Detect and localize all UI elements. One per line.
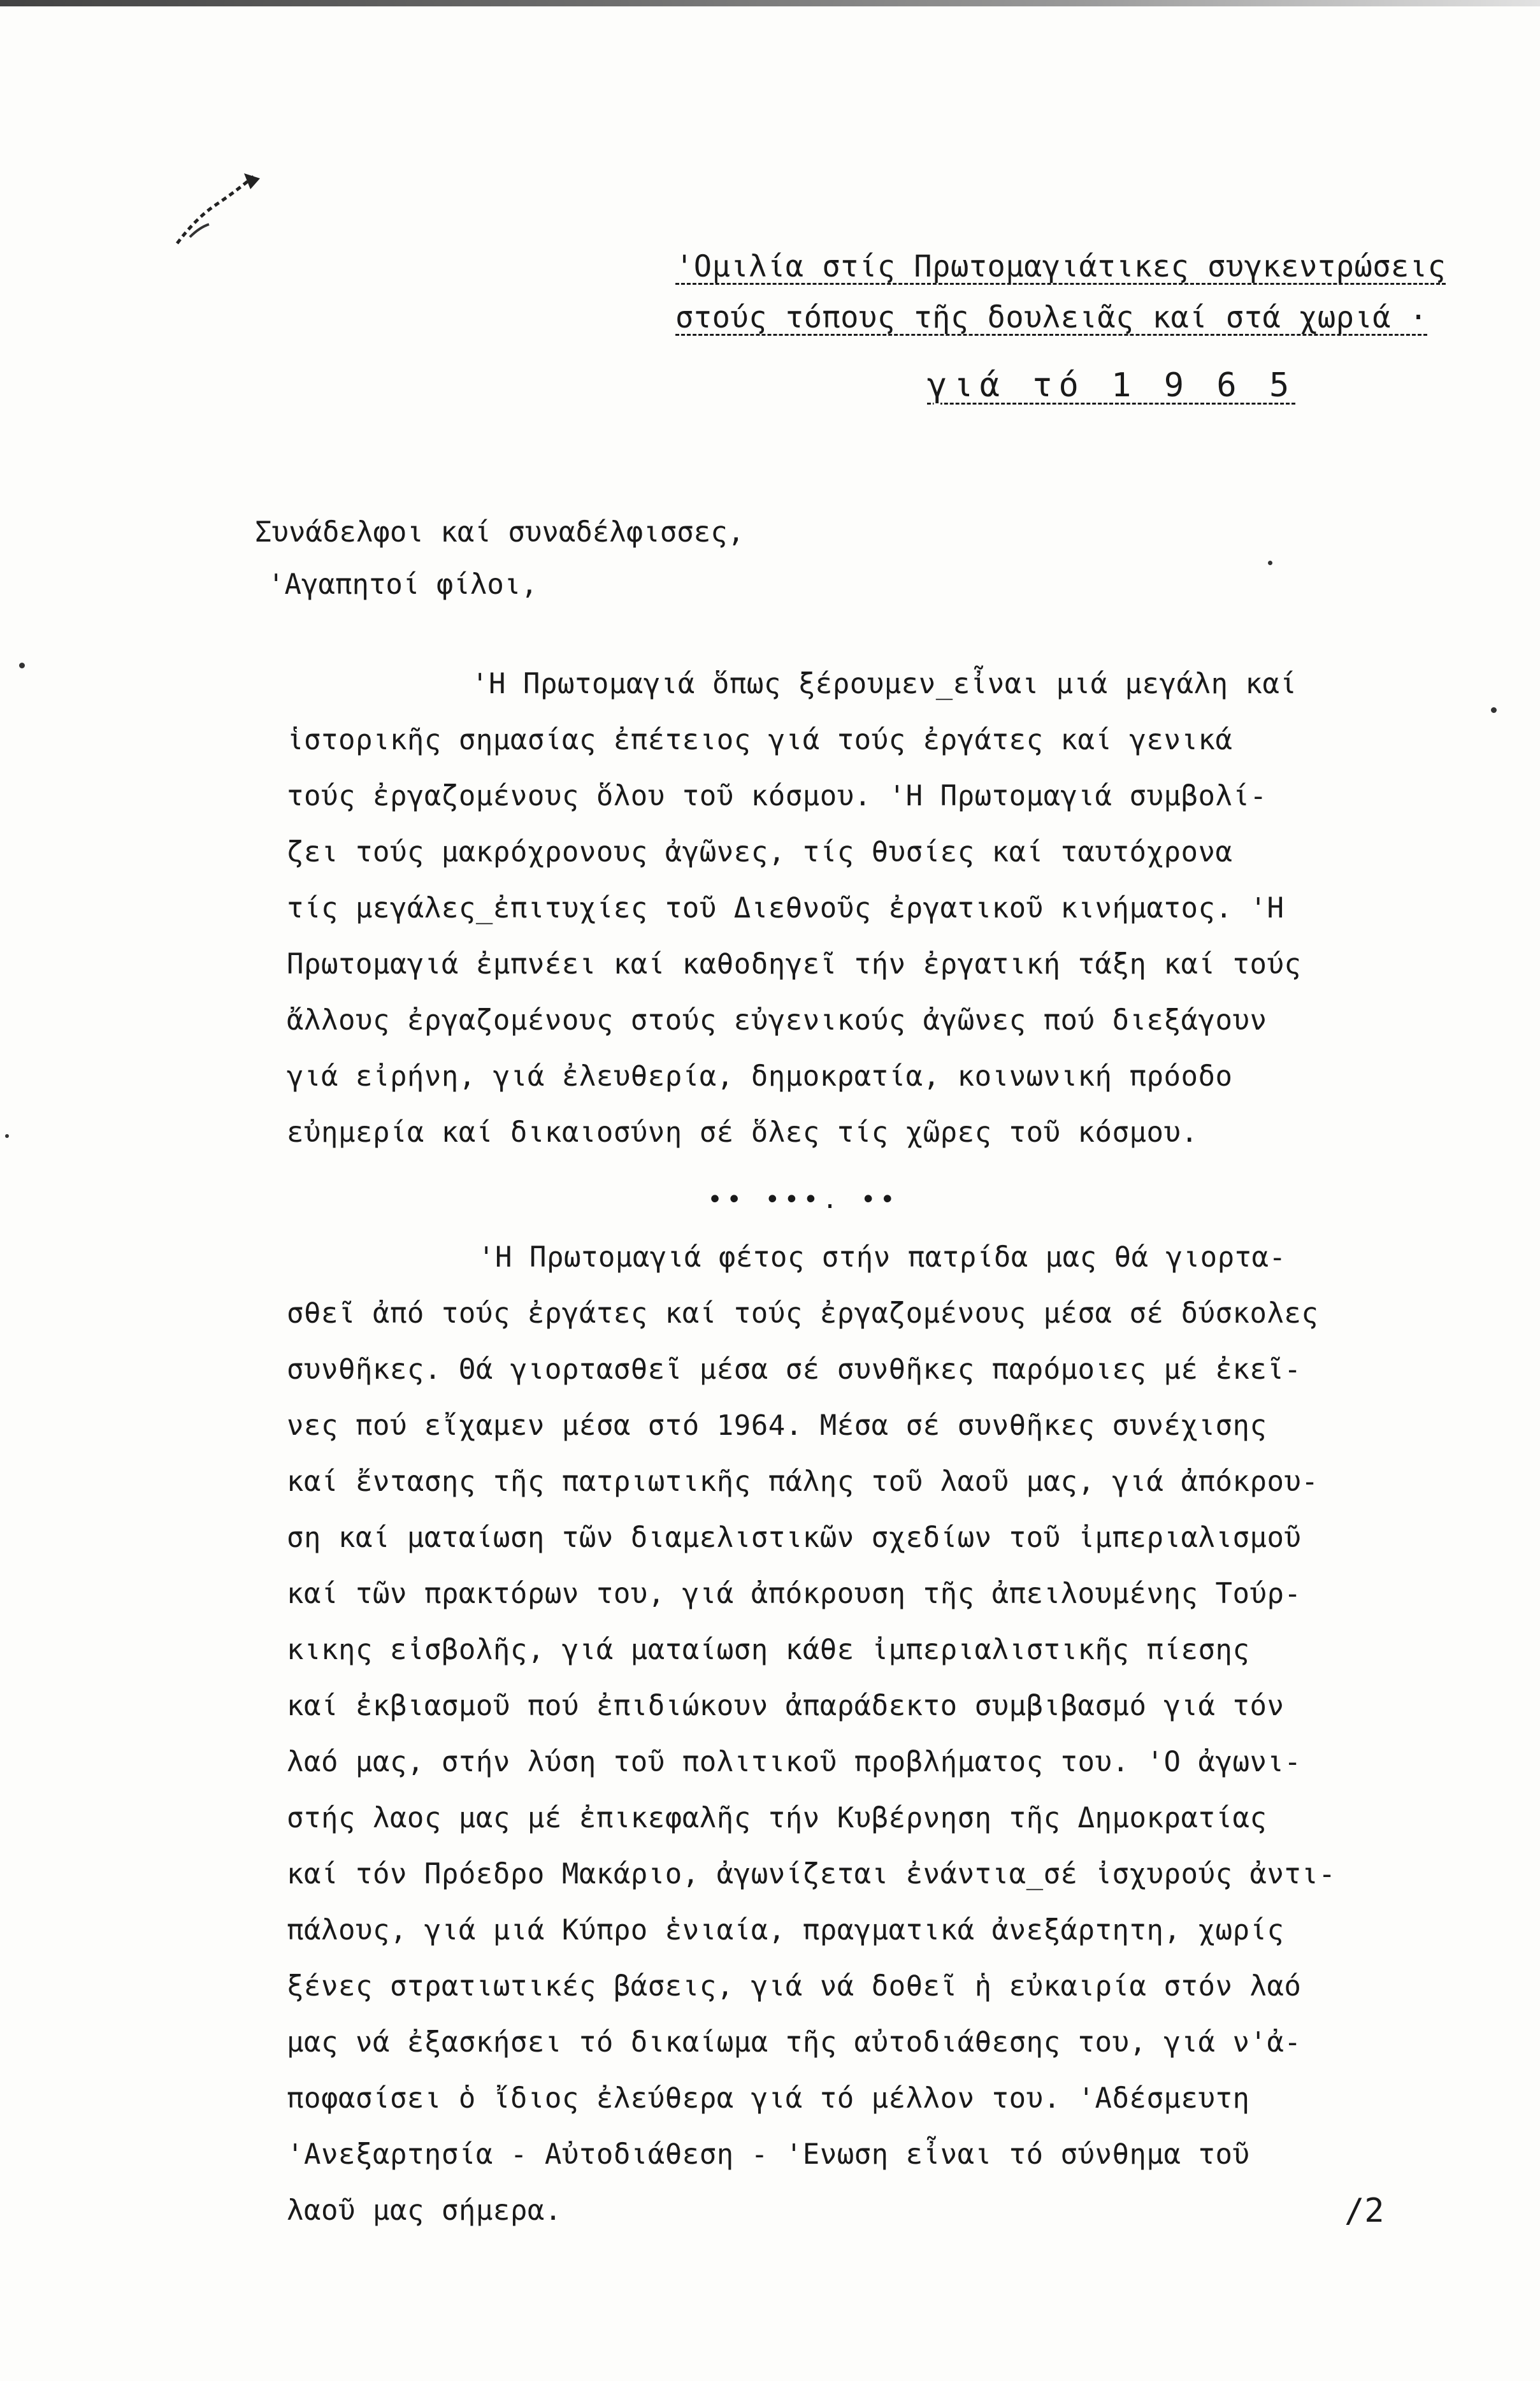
- title-line-2: στούς τόπους τῆς δουλειᾶς καί στά χωριά ·: [675, 300, 1428, 335]
- section-separator: •• •••. ••: [707, 1185, 899, 1214]
- title-year: γιά τό 1 9 6 5: [927, 366, 1296, 405]
- paragraph-line: καί τῶν πρακτόρων του, γιά ἀπόκρουση τῆς ἀπειλουμένης Τούρ-: [287, 1578, 1302, 1610]
- paragraph-line: καί ἔντασης τῆς πατριωτικῆς πάλης τοῦ λαοῦ μας, γιά ἀπόκρου-: [287, 1465, 1319, 1498]
- salutation-line-1: Συνάδελφοι καί συναδέλφισσες,: [255, 516, 745, 549]
- salutation: [255, 516, 744, 621]
- paragraph-line: συνθῆκες. Θά γιορτασθεῖ μέσα σέ συνθῆκες παρόμοιες μέ ἐκεῖ-: [287, 1353, 1302, 1386]
- paragraph-line: ἱστορικῆς σημασίας ἐπέτειος γιά τούς ἐργάτες καί γενικά: [287, 724, 1233, 756]
- paragraph-line: εὐημερία καί δικαιοσύνη σέ ὅλες τίς χῶρες τοῦ κόσμου.: [287, 1116, 1198, 1149]
- paragraph-line: κικης εἰσβολῆς, γιά ματαίωση κάθε ἰμπεριαλιστικῆς πίεσης: [287, 1634, 1250, 1666]
- paragraph-line: μας νά ἐξασκήσει τό δικαίωμα τῆς αὐτοδιάθεσης του, γιά ν'ἀ-: [287, 2026, 1302, 2059]
- paragraph-2: [287, 1230, 1459, 2239]
- scan-top-edge: [0, 0, 1540, 6]
- paragraph-1: [287, 656, 1459, 1161]
- paragraph-line: 'Ανεξαρτησία - Αὐτοδιάθεση - 'Ενωση εἶναι τό σύνθημα τοῦ: [287, 2138, 1250, 2171]
- paragraph-line: στής λαος μας μέ ἐπικεφαλῆς τήν Κυβέρνηση τῆς Δημοκρατίας: [287, 1802, 1267, 1834]
- scan-speck: [19, 663, 25, 668]
- paragraph-line: ἄλλους ἐργαζομένους στούς εὐγενικούς ἀγῶνες πού διεξάγουν: [287, 1004, 1267, 1037]
- paragraph-line: ξένες στρατιωτικές βάσεις, γιά νά δοθεῖ ἡ εὐκαιρία στόν λαό: [287, 1970, 1302, 2003]
- page-number: /2: [1344, 2192, 1385, 2230]
- paragraph-line: ποφασίσει ὁ ἴδιος ἐλεύθερα γιά τό μέλλον του. 'Αδέσμευτη: [287, 2082, 1250, 2115]
- paragraph-line: λαοῦ μας σήμερα.: [287, 2194, 562, 2227]
- paragraph-line: ση καί ματαίωση τῶν διαμελιστικῶν σχεδίων τοῦ ἰμπεριαλισμοῦ: [287, 1521, 1302, 1554]
- salutation-line-2: 'Αγαπητοί φίλοι,: [268, 568, 538, 601]
- handwritten-mark: [171, 167, 266, 250]
- paragraph-line: 'Η Πρωτομαγιά φέτος στήν πατρίδα μας θά γιορτα-: [478, 1241, 1286, 1274]
- document-title: [675, 249, 1491, 405]
- scan-speck: [1491, 707, 1497, 713]
- paragraph-line: λαό μας, στήν λύση τοῦ πολιτικοῦ προβλήματος του. 'Ο ἀγωνι-: [287, 1746, 1302, 1778]
- scan-speck: [5, 1134, 9, 1138]
- scan-speck: [1268, 561, 1272, 565]
- paragraph-line: 'Η Πρωτομαγιά ὅπως ξέρουμεν_εἶναι μιά μεγάλη καί: [471, 668, 1297, 700]
- paragraph-line: τίς μεγάλες_ἐπιτυχίες τοῦ Διεθνοῦς ἐργατικοῦ κινήματος. 'Η: [287, 892, 1285, 924]
- paragraph-line: Πρωτομαγιά ἐμπνέει καί καθοδηγεῖ τήν ἐργατική τάξη καί τούς: [287, 948, 1302, 981]
- paragraph-line: σθεῖ ἀπό τούς ἐργάτες καί τούς ἐργαζομένους μέσα σέ δύσκολες: [287, 1297, 1319, 1330]
- paragraph-line: τούς ἐργαζομένους ὅλου τοῦ κόσμου. 'Η Πρωτομαγιά συμβολί-: [287, 780, 1267, 812]
- paragraph-line: γιά εἰρήνη, γιά ἐλευθερία, δημοκρατία, κοινωνική πρόοδο: [287, 1060, 1233, 1093]
- title-line-1: 'Ομιλία στίς Πρωτομαγιάτικες συγκεντρώσεις: [675, 249, 1446, 284]
- paragraph-line: καί ἐκβιασμοῦ πού ἐπιδιώκουν ἀπαράδεκτο συμβιβασμό γιά τόν: [287, 1690, 1285, 1722]
- paragraph-line: νες πού εἴχαμεν μέσα στό 1964. Μέσα σέ συνθῆκες συνέχισης: [287, 1409, 1267, 1442]
- paragraph-line: καί τόν Πρόεδρο Μακάριο, ἀγωνίζεται ἐνάντια_σέ ἰσχυρούς ἀντι-: [287, 1858, 1336, 1890]
- paragraph-line: πάλους, γιά μιά Κύπρο ἑνιαία, πραγματικά ἀνεξάρτητη, χωρίς: [287, 1914, 1285, 1946]
- paragraph-line: ζει τούς μακρόχρονους ἀγῶνες, τίς θυσίες καί ταυτόχρονα: [287, 836, 1233, 868]
